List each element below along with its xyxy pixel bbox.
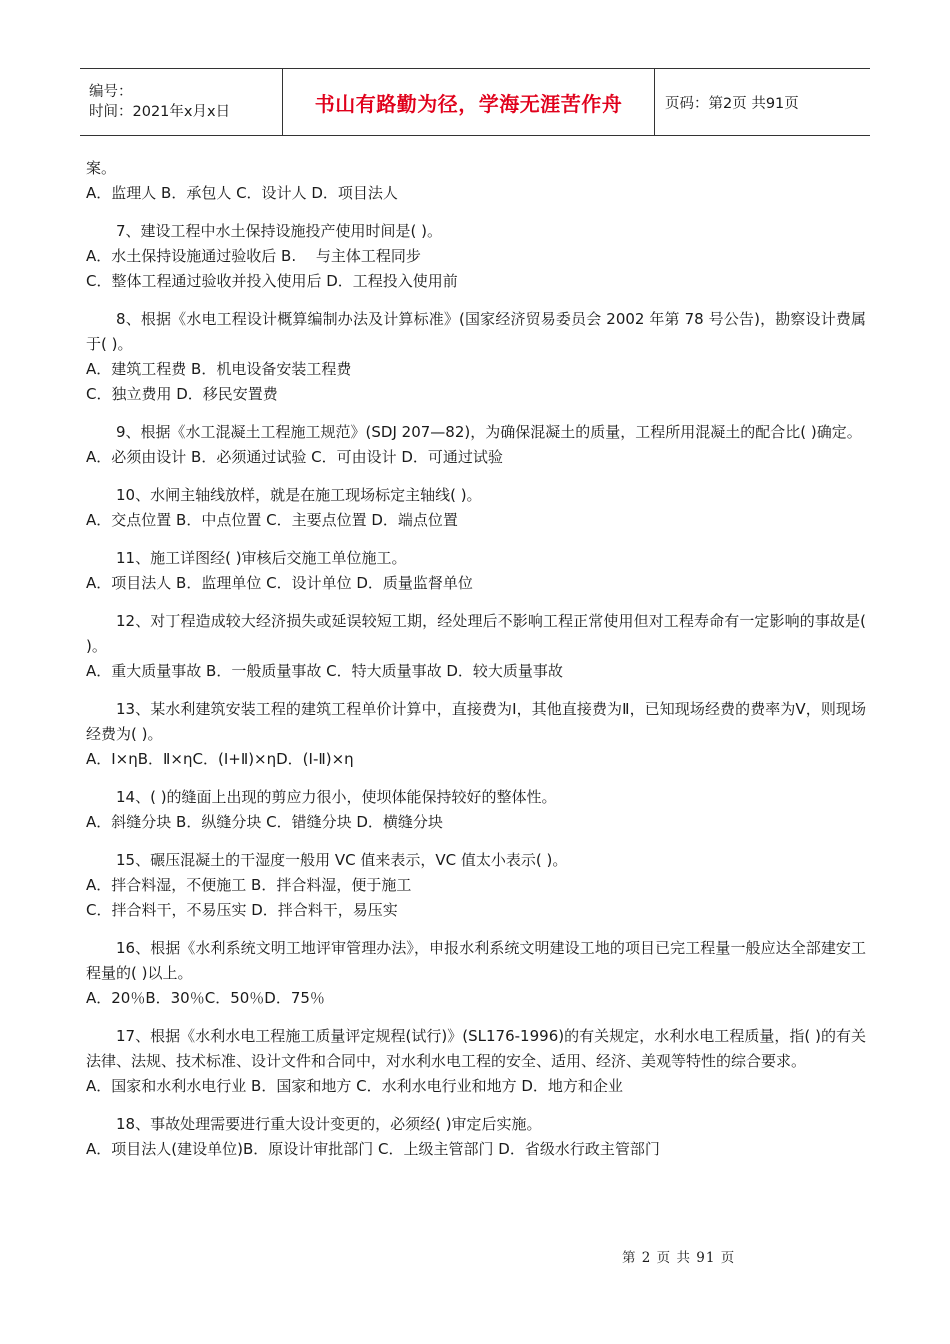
question-options: A．项目法人(建设单位)B．原设计审批部门 C．上级主管部门 D．省级水行政主管部门	[86, 1140, 660, 1158]
question-15: 15、碾压混凝土的干湿度一般用 VC 值来表示，VC 值太小表示( )。	[116, 851, 568, 869]
question-options: A．交点位置 B．中点位置 C．主要点位置 D．端点位置	[86, 511, 458, 529]
question-7: 7、建设工程中水土保持设施投产使用时间是( )。	[116, 222, 443, 240]
question-options: A．拌合料湿，不便施工 B．拌合料湿，便于施工	[86, 876, 412, 894]
question-14: 14、( )的缝面上出现的剪应力很小，使坝体能保持较好的整体性。	[116, 788, 557, 806]
question-options: A．斜缝分块 B．纵缝分块 C．错缝分块 D．横缝分块	[86, 813, 443, 831]
question-options: A．项目法人 B．监理单位 C．设计单位 D．质量监督单位	[86, 574, 473, 592]
question-16: 16、根据《水利系统文明工地评审管理办法》，申报水利系统文明建设工地的项目已完工程量一般应达全部建安工程量的( )以上。	[86, 939, 866, 982]
header-page-info: 页码：第2页 共91页	[665, 95, 799, 112]
question-options: A．Ⅰ×ηB．Ⅱ×ηC．(Ⅰ+Ⅱ)×ηD．(Ⅰ-Ⅱ)×η	[86, 750, 354, 768]
question-10: 10、水闸主轴线放样，就是在施工现场标定主轴线( )。	[116, 486, 482, 504]
question-8: 8、根据《水电工程设计概算编制办法及计算标准》(国家经济贸易委员会 2002 年第 78 号公告)，勘察设计费属于( )。	[86, 310, 866, 353]
question-18: 18、事故处理需要进行重大设计变更的，必须经( )审定后实施。	[116, 1115, 542, 1133]
header-meta	[80, 69, 282, 135]
document-number-label: 编号：	[89, 84, 133, 100]
question-options: C．拌合料干，不易压实 D．拌合料干，易压实	[86, 901, 398, 919]
question-9: 9、根据《水工混凝土工程施工规范》(SDJ 207—82)，为确保混凝土的质量，工程所用混凝土的配合比( )确定。	[116, 423, 862, 441]
header-motto: 书山有路勤为径，学海无涯苦作舟	[282, 69, 655, 135]
question-options: A．20％B．30％C．50％D．75％	[86, 989, 325, 1007]
question-options: C．整体工程通过验收并投入使用后 D．工程投入使用前	[86, 272, 458, 290]
previous-question-tail: 案。	[86, 159, 117, 177]
question-13: 13、某水利建筑安装工程的建筑工程单价计算中，直接费为Ⅰ，其他直接费为Ⅱ，已知现场经费的费率为Ⅴ，则现场经费为( )。	[86, 700, 866, 743]
question-options: C．独立费用 D．移民安置费	[86, 385, 278, 403]
question-options: A．重大质量事故 B．一般质量事故 C．特大质量事故 D．较大质量事故	[86, 662, 563, 680]
question-options: A．国家和水利水电行业 B．国家和地方 C．水利水电行业和地方 D．地方和企业	[86, 1077, 623, 1095]
question-options: A．监理人 B．承包人 C．设计人 D．项目法人	[86, 184, 398, 202]
question-options: A．必须由设计 B．必须通过试验 C．可由设计 D．可通过试验	[86, 448, 503, 466]
question-11: 11、施工详图经( )审核后交施工单位施工。	[116, 549, 407, 567]
document-time: 时间：2021年x月x日	[89, 104, 231, 120]
question-options: A．水土保持设施通过验收后 B. 与主体工程同步	[86, 247, 421, 265]
document-body	[86, 156, 866, 1162]
question-12: 12、对丁程造成较大经济损失或延误较短工期，经处理后不影响工程正常使用但对工程寿命有一定影响的事故是( )。	[86, 612, 866, 655]
question-options: A．建筑工程费 B．机电设备安装工程费	[86, 360, 352, 378]
question-17: 17、根据《水利水电工程施工质量评定规程(试行)》(SL176-1996)的有关规定，水利水电工程质量，指( )的有关法律、法规、技术标准、设计文件和合同中，对水利水电工程的安全、适用、经济、美观等特性的综合要求。	[86, 1027, 866, 1070]
page-footer: 第 2 页 共 91 页	[622, 1250, 736, 1266]
page-header	[80, 68, 870, 136]
